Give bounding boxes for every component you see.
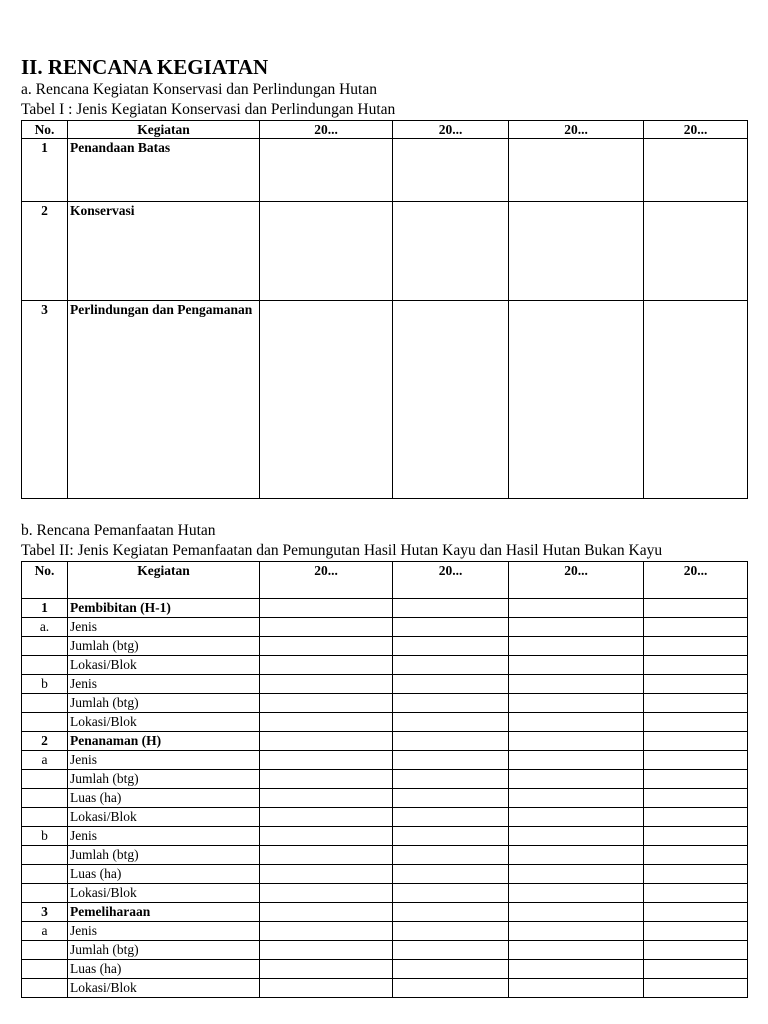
row-kegiatan: Jenis — [68, 675, 260, 694]
row-number — [22, 979, 68, 998]
cell-year — [644, 656, 748, 675]
document-page — [21, 54, 747, 998]
table-row — [22, 846, 748, 865]
table-row — [22, 808, 748, 827]
page-title: II. RENCANA KEGIATAN — [21, 55, 269, 79]
row-kegiatan: Pembibitan (H-1) — [68, 599, 260, 618]
row-number: 3 — [22, 301, 68, 499]
cell-year — [260, 922, 393, 941]
cell-year — [509, 960, 644, 979]
cell-year — [644, 675, 748, 694]
cell-year — [393, 808, 509, 827]
cell-year — [260, 656, 393, 675]
cell-year — [509, 884, 644, 903]
row-kegiatan: Lokasi/Blok — [68, 979, 260, 998]
row-number — [22, 789, 68, 808]
cell-year — [644, 301, 748, 499]
cell-year — [509, 202, 644, 301]
row-kegiatan: Penandaan Batas — [68, 139, 260, 202]
cell-year — [260, 713, 393, 732]
cell-year — [509, 713, 644, 732]
cell-year — [509, 865, 644, 884]
row-kegiatan: Luas (ha) — [68, 865, 260, 884]
cell-year — [644, 789, 748, 808]
table-pemanfaatan — [21, 561, 748, 998]
cell-year — [260, 675, 393, 694]
cell-year — [260, 599, 393, 618]
cell-year — [509, 789, 644, 808]
table-row — [22, 139, 748, 202]
table-row — [22, 770, 748, 789]
row-number — [22, 637, 68, 656]
cell-year — [644, 941, 748, 960]
table1-header-no: No. — [22, 121, 68, 139]
table-row — [22, 903, 748, 922]
table-row — [22, 202, 748, 301]
row-number — [22, 846, 68, 865]
table2-header-year: 20... — [260, 562, 393, 599]
row-kegiatan: Jumlah (btg) — [68, 694, 260, 713]
cell-year — [509, 827, 644, 846]
cell-year — [393, 789, 509, 808]
cell-year — [393, 713, 509, 732]
table1-caption: Tabel I : Jenis Kegiatan Konservasi dan Perlindungan Hutan — [21, 101, 396, 118]
cell-year — [260, 202, 393, 301]
table-row — [22, 941, 748, 960]
cell-year — [260, 941, 393, 960]
cell-year — [509, 656, 644, 675]
cell-year — [260, 884, 393, 903]
cell-year — [393, 865, 509, 884]
row-kegiatan: Konservasi — [68, 202, 260, 301]
row-number: a — [22, 922, 68, 941]
row-number: 2 — [22, 202, 68, 301]
row-number — [22, 713, 68, 732]
row-kegiatan: Luas (ha) — [68, 960, 260, 979]
table1-header-year: 20... — [509, 121, 644, 139]
table-konservasi — [21, 120, 748, 499]
cell-year — [644, 202, 748, 301]
row-kegiatan: Jumlah (btg) — [68, 770, 260, 789]
cell-year — [393, 979, 509, 998]
cell-year — [393, 675, 509, 694]
table2-header-year: 20... — [393, 562, 509, 599]
table-row — [22, 637, 748, 656]
cell-year — [260, 979, 393, 998]
table-row — [22, 827, 748, 846]
row-number — [22, 960, 68, 979]
cell-year — [644, 922, 748, 941]
cell-year — [644, 979, 748, 998]
row-number — [22, 694, 68, 713]
cell-year — [509, 694, 644, 713]
cell-year — [393, 922, 509, 941]
row-kegiatan: Lokasi/Blok — [68, 884, 260, 903]
cell-year — [260, 694, 393, 713]
cell-year — [260, 139, 393, 202]
cell-year — [393, 202, 509, 301]
cell-year — [393, 301, 509, 499]
cell-year — [393, 941, 509, 960]
cell-year — [393, 846, 509, 865]
table-row — [22, 865, 748, 884]
cell-year — [509, 618, 644, 637]
cell-year — [644, 808, 748, 827]
row-kegiatan: Lokasi/Blok — [68, 808, 260, 827]
cell-year — [509, 770, 644, 789]
section-b-title: b. Rencana Pemanfaatan Hutan — [21, 522, 216, 539]
table-row — [22, 960, 748, 979]
cell-year — [393, 827, 509, 846]
row-number — [22, 941, 68, 960]
row-number — [22, 770, 68, 789]
cell-year — [644, 865, 748, 884]
table-row — [22, 751, 748, 770]
cell-year — [393, 732, 509, 751]
row-kegiatan: Jenis — [68, 922, 260, 941]
cell-year — [509, 922, 644, 941]
cell-year — [509, 301, 644, 499]
cell-year — [393, 694, 509, 713]
cell-year — [393, 656, 509, 675]
cell-year — [260, 301, 393, 499]
table-row — [22, 979, 748, 998]
row-number — [22, 865, 68, 884]
cell-year — [260, 827, 393, 846]
table1-header-row — [22, 121, 748, 139]
cell-year — [393, 903, 509, 922]
cell-year — [644, 827, 748, 846]
cell-year — [644, 599, 748, 618]
row-number: b — [22, 827, 68, 846]
row-kegiatan: Lokasi/Blok — [68, 656, 260, 675]
row-kegiatan: Perlindungan dan Pengamanan — [68, 301, 260, 499]
cell-year — [644, 732, 748, 751]
cell-year — [644, 694, 748, 713]
table-row — [22, 694, 748, 713]
table-row — [22, 884, 748, 903]
cell-year — [393, 770, 509, 789]
cell-year — [509, 751, 644, 770]
cell-year — [644, 637, 748, 656]
cell-year — [509, 637, 644, 656]
table1-header-year: 20... — [260, 121, 393, 139]
table1-header-year: 20... — [393, 121, 509, 139]
row-number: a. — [22, 618, 68, 637]
table-row — [22, 618, 748, 637]
cell-year — [644, 751, 748, 770]
cell-year — [393, 884, 509, 903]
row-kegiatan: Jumlah (btg) — [68, 846, 260, 865]
row-number — [22, 808, 68, 827]
cell-year — [260, 960, 393, 979]
cell-year — [644, 770, 748, 789]
cell-year — [260, 770, 393, 789]
table-row — [22, 301, 748, 499]
row-kegiatan: Jenis — [68, 751, 260, 770]
cell-year — [509, 675, 644, 694]
row-kegiatan: Pemeliharaan — [68, 903, 260, 922]
cell-year — [260, 732, 393, 751]
cell-year — [260, 751, 393, 770]
cell-year — [644, 618, 748, 637]
cell-year — [393, 960, 509, 979]
row-kegiatan: Lokasi/Blok — [68, 713, 260, 732]
row-number: 3 — [22, 903, 68, 922]
cell-year — [260, 618, 393, 637]
table-row — [22, 656, 748, 675]
cell-year — [393, 637, 509, 656]
row-kegiatan: Jenis — [68, 618, 260, 637]
row-number: b — [22, 675, 68, 694]
cell-year — [644, 960, 748, 979]
table2-header-row — [22, 562, 748, 599]
table-row — [22, 732, 748, 751]
table-row — [22, 675, 748, 694]
table-row — [22, 789, 748, 808]
row-number: 1 — [22, 139, 68, 202]
table-row — [22, 922, 748, 941]
cell-year — [644, 884, 748, 903]
row-number — [22, 884, 68, 903]
cell-year — [509, 979, 644, 998]
table2-header-no: No. — [22, 562, 68, 599]
cell-year — [393, 751, 509, 770]
cell-year — [393, 139, 509, 202]
row-number: 2 — [22, 732, 68, 751]
cell-year — [260, 865, 393, 884]
row-kegiatan: Jenis — [68, 827, 260, 846]
cell-year — [509, 846, 644, 865]
row-kegiatan: Jumlah (btg) — [68, 941, 260, 960]
cell-year — [509, 732, 644, 751]
cell-year — [644, 713, 748, 732]
cell-year — [260, 903, 393, 922]
table-row — [22, 713, 748, 732]
cell-year — [260, 789, 393, 808]
row-kegiatan: Luas (ha) — [68, 789, 260, 808]
table2-caption: Tabel II: Jenis Kegiatan Pemanfaatan dan Pemungutan Hasil Hutan Kayu dan Hasil Hutan Bukan Kayu — [21, 542, 663, 559]
table2-header-year: 20... — [509, 562, 644, 599]
cell-year — [644, 139, 748, 202]
table2-header-year: 20... — [644, 562, 748, 599]
row-kegiatan: Penanaman (H) — [68, 732, 260, 751]
cell-year — [644, 846, 748, 865]
cell-year — [393, 599, 509, 618]
row-kegiatan: Jumlah (btg) — [68, 637, 260, 656]
cell-year — [260, 637, 393, 656]
cell-year — [260, 808, 393, 827]
cell-year — [260, 846, 393, 865]
table1-header-year: 20... — [644, 121, 748, 139]
cell-year — [509, 599, 644, 618]
cell-year — [644, 903, 748, 922]
row-number: 1 — [22, 599, 68, 618]
cell-year — [509, 903, 644, 922]
cell-year — [509, 941, 644, 960]
row-number — [22, 656, 68, 675]
table2-header-kegiatan: Kegiatan — [68, 562, 260, 599]
table-row — [22, 599, 748, 618]
cell-year — [509, 808, 644, 827]
cell-year — [393, 618, 509, 637]
row-number: a — [22, 751, 68, 770]
table1-header-kegiatan: Kegiatan — [68, 121, 260, 139]
cell-year — [509, 139, 644, 202]
section-a-title: a. Rencana Kegiatan Konservasi dan Perlindungan Hutan — [21, 81, 377, 98]
